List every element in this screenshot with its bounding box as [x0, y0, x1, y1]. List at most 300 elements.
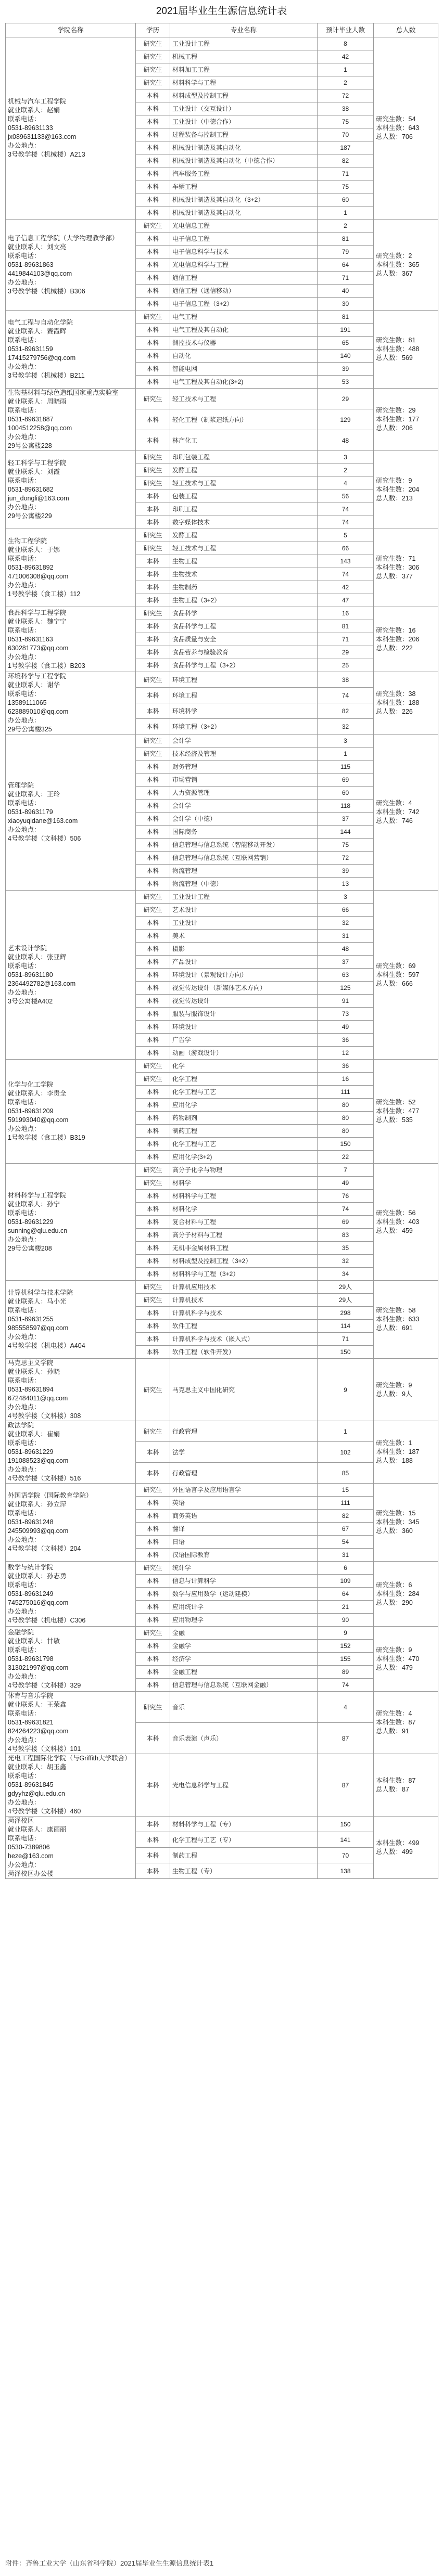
college-contact-line: 245509993@qq.com — [8, 1527, 69, 1535]
degree-level-cell: 本科 — [136, 154, 170, 168]
degree-level-cell: 研究生 — [136, 1484, 170, 1497]
degree-level-cell: 研究生 — [136, 1060, 170, 1073]
total-line: 总人数：9人 — [376, 1390, 412, 1398]
graduate-count-cell: 4 — [318, 477, 374, 490]
degree-level-cell: 研究生 — [136, 672, 170, 688]
graduate-count-cell: 74 — [318, 1679, 374, 1692]
graduate-count-cell: 141 — [318, 1832, 374, 1848]
total-line: 总人数：499 — [376, 1848, 413, 1856]
college-contact-line: 就业联系人：崔娟 — [8, 1431, 60, 1438]
degree-level-cell: 本科 — [136, 813, 170, 826]
total-line: 本科生数：345 — [376, 1518, 420, 1526]
degree-level-cell: 本科 — [136, 1268, 170, 1281]
graduate-count-cell: 70 — [318, 1848, 374, 1863]
table-row — [6, 37, 438, 50]
degree-level-cell: 本科 — [136, 581, 170, 594]
degree-level-cell: 本科 — [136, 1463, 170, 1484]
college-contact-line: 824264223@qq.com — [8, 1728, 69, 1735]
graduate-count-cell: 150 — [318, 1346, 374, 1359]
major-name-cell: 材料成型及控制工程（3+2） — [170, 1255, 318, 1268]
college-contact-line: 办公地点： — [8, 653, 41, 661]
college-info-cell — [6, 735, 136, 891]
college-name: 艺术设计学院 — [8, 944, 47, 952]
major-name-cell: 食品科学 — [170, 607, 318, 620]
table-row — [6, 1359, 438, 1421]
graduate-count-cell: 42 — [318, 50, 374, 63]
college-contact-line: 191088523@qq.com — [8, 1457, 69, 1464]
graduate-count-cell: 70 — [318, 128, 374, 141]
degree-level-cell: 本科 — [136, 688, 170, 703]
major-name-cell: 汉语国际教育 — [170, 1549, 318, 1562]
graduate-count-cell: 75 — [318, 181, 374, 194]
total-line: 研究生数：9 — [376, 1646, 412, 1654]
total-line: 总人数：188 — [376, 1457, 413, 1464]
college-name: 生物工程学院 — [8, 537, 47, 545]
major-name-cell: 服装与服饰设计 — [170, 1008, 318, 1021]
major-name-cell: 信息与计算科学 — [170, 1575, 318, 1588]
major-name-cell: 光电信息科学与工程 — [170, 1754, 318, 1817]
major-name-cell: 环境设计（景观设计方向） — [170, 969, 318, 982]
graduate-count-cell: 73 — [318, 1008, 374, 1021]
graduate-count-cell: 1 — [318, 63, 374, 76]
major-name-cell: 工业设计 — [170, 917, 318, 930]
major-name-cell: 机械设计制造及其自动化（中德合作） — [170, 154, 318, 168]
college-name: 生物基材料与绿色造纸国家重点实验室 — [8, 389, 119, 396]
degree-level-cell: 本科 — [136, 1320, 170, 1333]
degree-level-cell: 本科 — [136, 1653, 170, 1666]
graduate-count-cell: 42 — [318, 581, 374, 594]
total-line: 总人数：87 — [376, 1785, 409, 1793]
major-name-cell: 材料成型及控制工程 — [170, 89, 318, 102]
total-line: 本科生数：633 — [376, 1316, 420, 1323]
college-contact-line: 471006308@qq.com — [8, 573, 69, 580]
graduate-count-cell: 129 — [318, 409, 374, 430]
total-line: 研究生数：29 — [376, 407, 416, 414]
college-contact-line: 3号公寓楼A402 — [8, 997, 53, 1005]
table-row — [6, 1754, 438, 1817]
graduate-count-cell: 66 — [318, 904, 374, 917]
major-name-cell: 药物制剂 — [170, 1112, 318, 1125]
major-name-cell: 会计学 — [170, 735, 318, 748]
college-name: 光电工程国际化学院（与Griffith大学联合） — [8, 1755, 131, 1762]
graduate-count-cell: 39 — [318, 363, 374, 376]
graduate-count-cell: 39 — [318, 865, 374, 878]
major-name-cell: 材料科学与工程（3+2） — [170, 1268, 318, 1281]
major-name-cell: 国际商务 — [170, 826, 318, 839]
degree-level-cell: 研究生 — [136, 748, 170, 761]
college-contact-line: 联系电话： — [8, 800, 41, 807]
degree-level-cell: 本科 — [136, 1333, 170, 1346]
total-line: 研究生数：15 — [376, 1510, 416, 1517]
degree-level-cell: 本科 — [136, 1203, 170, 1216]
total-count-cell — [374, 1817, 438, 1879]
college-info-cell — [6, 1421, 136, 1484]
college-contact-line: 就业联系人：孙立萍 — [8, 1501, 67, 1508]
graduate-count-cell: 102 — [318, 1442, 374, 1463]
total-line: 本科生数：204 — [376, 486, 420, 493]
table-row — [6, 529, 438, 542]
graduate-count-cell: 143 — [318, 555, 374, 568]
graduate-count-cell: 60 — [318, 194, 374, 207]
total-line: 研究生数：4 — [376, 800, 412, 807]
college-contact-line: 办公地点： — [8, 988, 41, 996]
graduate-count-cell: 56 — [318, 490, 374, 503]
degree-level-cell: 本科 — [136, 633, 170, 646]
graduate-count-cell: 191 — [318, 324, 374, 337]
graduate-count-cell: 38 — [318, 672, 374, 688]
degree-level-cell: 本科 — [136, 839, 170, 852]
graduate-count-cell: 7 — [318, 1164, 374, 1177]
graduate-count-cell: 118 — [318, 800, 374, 813]
graduate-count-cell: 34 — [318, 1268, 374, 1281]
degree-level-cell: 本科 — [136, 800, 170, 813]
table-row — [6, 311, 438, 324]
major-name-cell: 英语 — [170, 1497, 318, 1510]
major-name-cell: 金融学 — [170, 1640, 318, 1653]
degree-level-cell: 本科 — [136, 376, 170, 389]
graduate-count-cell: 74 — [318, 516, 374, 529]
degree-level-cell: 本科 — [136, 1863, 170, 1879]
degree-level-cell: 本科 — [136, 878, 170, 891]
graduate-count-cell: 80 — [318, 1125, 374, 1138]
degree-level-cell: 本科 — [136, 1679, 170, 1692]
total-line: 总人数：213 — [376, 495, 413, 502]
table-row — [6, 1692, 438, 1723]
college-contact-line: 就业联系人：周晓雨 — [8, 398, 67, 405]
major-name-cell: 轻工技术与工程 — [170, 477, 318, 490]
major-name-cell: 材料科学与工程 — [170, 76, 318, 89]
major-name-cell: 市场营销 — [170, 774, 318, 787]
degree-level-cell: 本科 — [136, 115, 170, 128]
major-name-cell: 音乐表演（声乐） — [170, 1723, 318, 1754]
total-line: 本科生数：188 — [376, 699, 420, 706]
college-contact-line: 0531-89631892 — [8, 564, 54, 571]
graduate-count-cell: 25 — [318, 659, 374, 672]
degree-level-cell: 研究生 — [136, 891, 170, 904]
degree-level-cell: 本科 — [136, 259, 170, 272]
major-name-cell: 环境工程（3+2） — [170, 719, 318, 735]
college-contact-line: 办公地点： — [8, 433, 41, 441]
total-line: 本科生数：87 — [376, 1776, 416, 1784]
major-name-cell: 人力资源管理 — [170, 787, 318, 800]
graduate-count-cell: 81 — [318, 620, 374, 633]
college-contact-line: 就业联系人：赛霞晖 — [8, 328, 67, 335]
major-name-cell: 光电信息科学与工程 — [170, 259, 318, 272]
total-line: 总人数：367 — [376, 269, 413, 277]
major-name-cell: 物流管理 — [170, 865, 318, 878]
college-contact-line: 13589111065 — [8, 699, 47, 706]
major-name-cell: 工业设计工程 — [170, 37, 318, 50]
graduate-count-cell: 8 — [318, 37, 374, 50]
college-contact-line: 菏泽校区办公楼 — [8, 1870, 54, 1877]
college-contact-line: 办公地点： — [8, 142, 41, 149]
college-contact-line: 1004512258@qq.com — [8, 424, 72, 432]
table-body — [6, 37, 438, 1879]
major-name-cell: 美术 — [170, 930, 318, 943]
college-info-cell — [6, 1484, 136, 1562]
degree-level-cell: 本科 — [136, 1754, 170, 1817]
college-contact-line: 1号教学楼（食工楼）112 — [8, 590, 81, 598]
degree-level-cell: 研究生 — [136, 904, 170, 917]
degree-level-cell: 本科 — [136, 594, 170, 607]
major-name-cell: 环境科学 — [170, 703, 318, 719]
major-name-cell: 金融 — [170, 1627, 318, 1640]
total-count-cell — [374, 607, 438, 672]
degree-level-cell: 研究生 — [136, 464, 170, 477]
major-name-cell: 智能电网 — [170, 363, 318, 376]
major-name-cell: 食品科学与工程 — [170, 620, 318, 633]
college-contact-line: 办公地点： — [8, 826, 41, 833]
college-info-cell — [6, 451, 136, 529]
college-contact-line: 办公地点： — [8, 1672, 41, 1680]
college-contact-line: 就业联系人：孙志勇 — [8, 1572, 67, 1580]
college-contact-line: 0530-7389806 — [8, 1844, 50, 1851]
degree-level-cell: 本科 — [136, 774, 170, 787]
graduate-count-cell: 22 — [318, 1151, 374, 1164]
total-line: 总人数：206 — [376, 424, 413, 432]
degree-level-cell: 本科 — [136, 956, 170, 969]
graduate-count-cell: 5 — [318, 529, 374, 542]
degree-level-cell: 本科 — [136, 703, 170, 719]
total-count-cell — [374, 1060, 438, 1164]
major-name-cell: 动画（游戏设计） — [170, 1047, 318, 1060]
graduate-count-cell: 32 — [318, 1255, 374, 1268]
college-info-cell — [6, 1060, 136, 1164]
college-contact-line: 0531-89631179 — [8, 808, 53, 816]
total-line: 总人数：377 — [376, 573, 413, 580]
college-contact-line: 4号教学楼（文科楼）516 — [8, 1475, 81, 1482]
graduate-count-cell: 80 — [318, 1112, 374, 1125]
graduate-count-cell: 155 — [318, 1653, 374, 1666]
header-major: 专业名称 — [170, 23, 318, 37]
graduate-count-cell: 66 — [318, 542, 374, 555]
major-name-cell: 电子信息工程 — [170, 233, 318, 246]
major-name-cell: 会计学（中德） — [170, 813, 318, 826]
college-contact-line: heze@163.com — [8, 1852, 54, 1860]
college-contact-line: 3号教学楼（机械楼）A213 — [8, 151, 85, 158]
degree-level-cell: 本科 — [136, 1021, 170, 1034]
college-contact-line: 1号教学楼（食工楼）B319 — [8, 1134, 85, 1141]
college-name: 食品科学与工程学院 — [8, 609, 67, 616]
college-contact-line: 0531-89631682 — [8, 486, 54, 493]
college-contact-line: 联系电话： — [8, 962, 41, 970]
college-contact-line: 4号教学楼（文科楼）506 — [8, 835, 81, 842]
total-line: 本科生数：643 — [376, 124, 420, 132]
graduate-count-cell: 85 — [318, 1463, 374, 1484]
college-contact-line: 办公地点： — [8, 1861, 41, 1869]
major-name-cell: 产品设计 — [170, 956, 318, 969]
degree-level-cell: 本科 — [136, 1229, 170, 1242]
table-row — [6, 1627, 438, 1640]
degree-level-cell: 研究生 — [136, 1359, 170, 1421]
degree-level-cell: 本科 — [136, 995, 170, 1008]
college-contact-line: 就业联系人：马小光 — [8, 1298, 67, 1305]
major-name-cell: 生物技术 — [170, 568, 318, 581]
college-contact-line: 办公地点： — [8, 1235, 41, 1243]
major-name-cell: 机械设计制造及其自动化 — [170, 141, 318, 154]
degree-level-cell: 本科 — [136, 620, 170, 633]
table-row — [6, 735, 438, 748]
total-line: 研究生数：56 — [376, 1209, 416, 1217]
degree-level-cell: 本科 — [136, 1510, 170, 1523]
degree-level-cell: 本科 — [136, 1112, 170, 1125]
college-contact-line: 联系电话： — [8, 1581, 41, 1589]
total-count-cell — [374, 529, 438, 607]
major-name-cell: 商务英语 — [170, 1510, 318, 1523]
graduate-count-cell: 89 — [318, 1666, 374, 1679]
graduate-count-cell: 47 — [318, 594, 374, 607]
graduate-count-cell: 80 — [318, 1099, 374, 1112]
total-line: 本科生数：365 — [376, 261, 420, 268]
degree-level-cell: 本科 — [136, 1307, 170, 1320]
degree-level-cell: 本科 — [136, 555, 170, 568]
college-contact-line: 0531-89631229 — [8, 1218, 54, 1226]
table-row — [6, 891, 438, 904]
degree-level-cell: 本科 — [136, 516, 170, 529]
degree-level-cell: 研究生 — [136, 1281, 170, 1294]
college-contact-line: 联系电话： — [8, 555, 41, 562]
college-contact-line: 就业联系人：刘文亮 — [8, 243, 67, 251]
college-contact-line: 联系电话： — [8, 626, 41, 634]
college-contact-line: 就业联系人：刘霞 — [8, 468, 60, 475]
degree-level-cell: 本科 — [136, 865, 170, 878]
major-name-cell: 软件工程（软件开发） — [170, 1346, 318, 1359]
graduate-count-cell: 114 — [318, 1320, 374, 1333]
major-name-cell: 广告学 — [170, 1034, 318, 1047]
graduate-count-cell: 125 — [318, 982, 374, 995]
college-contact-line: gdyyhz@qlu.edu.cn — [8, 1790, 65, 1797]
degree-level-cell: 本科 — [136, 1125, 170, 1138]
college-info-cell — [6, 1817, 136, 1879]
college-info-cell — [6, 891, 136, 1060]
college-contact-line: 办公地点： — [8, 363, 41, 370]
college-info-cell — [6, 529, 136, 607]
graduate-count-cell: 29 — [318, 389, 374, 409]
graduate-count-cell: 16 — [318, 1073, 374, 1086]
total-line: 总人数：691 — [376, 1324, 413, 1332]
college-name: 材料科学与工程学院 — [8, 1191, 67, 1199]
graduate-count-cell: 3 — [318, 735, 374, 748]
major-name-cell: 包装工程 — [170, 490, 318, 503]
college-contact-line: 联系电话： — [8, 1835, 41, 1842]
major-name-cell: 食品营养与检验教育 — [170, 646, 318, 659]
graduate-count-cell: 49 — [318, 1021, 374, 1034]
major-name-cell: 材料科学与工程（专） — [170, 1817, 318, 1832]
major-name-cell: 计算机技术 — [170, 1294, 318, 1307]
college-info-cell — [6, 672, 136, 735]
graduate-count-cell: 54 — [318, 1536, 374, 1549]
graduate-count-cell: 71 — [318, 272, 374, 285]
total-count-cell — [374, 1421, 438, 1484]
major-name-cell: 食品质量与安全 — [170, 633, 318, 646]
college-contact-line: 4号教学楼（机电楼）C306 — [8, 1616, 86, 1624]
table-row — [6, 220, 438, 233]
major-name-cell: 食品科学与工程（3+2） — [170, 659, 318, 672]
college-contact-line: 就业联系人：孙宁 — [8, 1200, 60, 1208]
college-contact-line: 0531-89631180 — [8, 971, 53, 978]
college-name: 政法学院 — [8, 1422, 34, 1429]
major-name-cell: 制药工程 — [170, 1848, 318, 1863]
degree-level-cell: 研究生 — [136, 63, 170, 76]
graduate-count-cell: 36 — [318, 1034, 374, 1047]
graduate-count-cell: 111 — [318, 1497, 374, 1510]
college-info-cell — [6, 1359, 136, 1421]
major-name-cell: 通信工程（通信移动） — [170, 285, 318, 298]
graduate-count-cell: 32 — [318, 719, 374, 735]
college-contact-line: 联系电话： — [8, 115, 41, 123]
degree-level-cell: 本科 — [136, 324, 170, 337]
college-contact-line: 4号教学楼（文科楼）460 — [8, 1808, 81, 1815]
graduate-count-cell: 15 — [318, 1484, 374, 1497]
college-contact-line: 4号教学楼（文科楼）329 — [8, 1681, 81, 1689]
degree-level-cell: 本科 — [136, 430, 170, 451]
graduate-count-cell: 69 — [318, 774, 374, 787]
degree-level-cell: 研究生 — [136, 389, 170, 409]
degree-level-cell: 本科 — [136, 1138, 170, 1151]
college-contact-line: 0531-89631163 — [8, 635, 53, 643]
total-line: 本科生数：284 — [376, 1590, 420, 1598]
college-contact-line: 联系电话： — [8, 477, 41, 484]
degree-level-cell: 本科 — [136, 285, 170, 298]
college-contact-line: 0531-89631821 — [8, 1719, 54, 1726]
total-count-cell — [374, 1359, 438, 1421]
college-info-cell — [6, 1627, 136, 1692]
college-name: 化学与化工学院 — [8, 1081, 54, 1088]
total-line: 本科生数：187 — [376, 1448, 420, 1456]
college-contact-line: 办公地点： — [8, 1333, 41, 1341]
college-contact-line: 4号教学楼（文科楼）308 — [8, 1412, 81, 1420]
degree-level-cell: 研究生 — [136, 735, 170, 748]
degree-level-cell: 本科 — [136, 1832, 170, 1848]
major-name-cell: 汽车服务工程 — [170, 168, 318, 181]
degree-level-cell: 研究生 — [136, 1421, 170, 1442]
major-name-cell: 统计学 — [170, 1562, 318, 1575]
total-count-cell — [374, 37, 438, 220]
college-contact-line: 就业联系人：孙晓 — [8, 1368, 60, 1375]
table-row — [6, 1281, 438, 1294]
major-name-cell: 应用物理学 — [170, 1614, 318, 1627]
major-name-cell: 生物工程（专） — [170, 1863, 318, 1879]
college-contact-line: 0531-89631894 — [8, 1386, 54, 1393]
total-count-cell — [374, 1692, 438, 1754]
graduate-count-cell: 82 — [318, 703, 374, 719]
college-contact-line: 办公地点： — [8, 1799, 41, 1806]
major-name-cell: 化学 — [170, 1060, 318, 1073]
graduate-count-cell: 71 — [318, 168, 374, 181]
degree-level-cell: 本科 — [136, 102, 170, 115]
degree-level-cell: 本科 — [136, 1497, 170, 1510]
college-contact-line: 就业联系人：胡玉鑫 — [8, 1763, 67, 1771]
college-contact-line: 0531-89631887 — [8, 416, 54, 423]
graduate-count-cell: 74 — [318, 1203, 374, 1216]
major-name-cell: 制药工程 — [170, 1125, 318, 1138]
graduate-count-cell: 49 — [318, 1177, 374, 1190]
total-line: 总人数：91 — [376, 1728, 409, 1735]
table-row — [6, 1817, 438, 1832]
degree-level-cell: 研究生 — [136, 1692, 170, 1723]
graduate-count-cell: 1 — [318, 1421, 374, 1442]
major-name-cell: 法学 — [170, 1442, 318, 1463]
college-contact-line: 联系电话： — [8, 1099, 41, 1106]
major-name-cell: 印刷包装工程 — [170, 451, 318, 464]
major-name-cell: 应用化学(3+2) — [170, 1151, 318, 1164]
total-count-cell — [374, 389, 438, 451]
college-contact-line: 0531-89631159 — [8, 345, 53, 353]
total-line: 总人数：706 — [376, 133, 413, 140]
graduate-count-cell: 13 — [318, 878, 374, 891]
total-line: 研究生数：9 — [376, 477, 412, 484]
college-contact-line: 1号教学楼（食工楼）B203 — [8, 662, 85, 669]
